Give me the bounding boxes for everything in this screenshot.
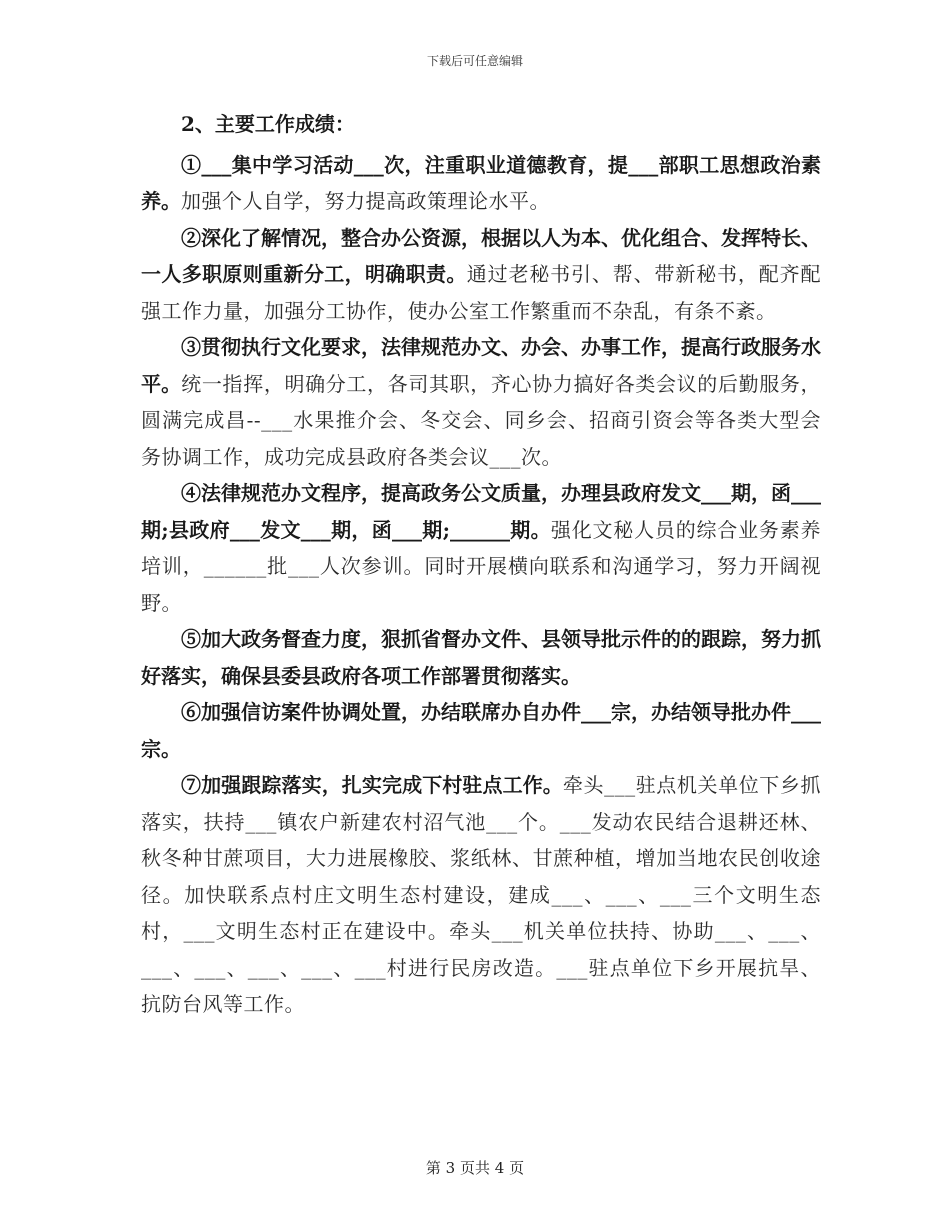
paragraph-7-bold: ⑦加强跟踪落实，扎实完成下村驻点工作。 — [181, 773, 563, 797]
page-footer: 第 3 页共 4 页 — [425, 1159, 525, 1177]
paragraph-2-normal: 通过老秘书引、帮、带新秘书，配齐配强工作力量，加强分工协作，使办公室工作繁重而不杂乱，有条不紊。 — [141, 262, 821, 323]
paragraph-2 — [141, 220, 821, 330]
paragraph-4-bold: ④法律规范办文程序，提高政务公文质量，办理县政府发文___期，函___期;县政府___发文___期，函___期;______期。 — [141, 481, 821, 542]
paragraph-2-bold: ②深化了解情况，整合办公资源，根据以人为本、优化组合、发挥特长、一人多职原则重新分工，明确职责。 — [141, 225, 821, 286]
paragraph-1-bold: ①___集中学习活动___次，注重职业道德教育，提___部职工思想政治素养。 — [141, 152, 821, 213]
paragraph-3 — [141, 329, 821, 475]
page-header: 下载后可任意编辑 — [426, 54, 523, 68]
document-body — [141, 106, 821, 1023]
paragraph-6-bold: ⑥加强信访案件协调处置，办结联席办自办件___宗，办结领导批办件___宗。 — [141, 700, 821, 761]
section-heading: 2、主要工作成绩： — [181, 112, 355, 136]
paragraph-5 — [141, 621, 821, 694]
paragraph-4-normal: 强化文秘人员的综合业务素养培训，______批___人次参训。同时开展横向联系和沟通学习，努力开阔视野。 — [141, 517, 822, 615]
paragraph-3-normal: 统一指挥，明确分工，各司其职，齐心协力搞好各类会议的后勤服务，圆满完成昌--___水果推介会、冬交会、同乡会、招商引资会等各类大型会务协调工作，成功完成县政府各类会议___次。 — [141, 371, 821, 469]
paragraph-4 — [141, 475, 821, 621]
paragraph-1-normal: 加强个人自学，努力提高政策理论水平。 — [181, 189, 550, 213]
paragraph-3-bold: ③贯彻执行文化要求，法律规范办文、办会、办事工作，提高行政服务水平。 — [141, 335, 821, 396]
paragraph-1 — [141, 147, 821, 220]
paragraph-5-bold: ⑤加大政务督查力度，狠抓省督办文件、县领导批示件的的跟踪，努力抓好落实，确保县委县政府各项工作部署贯彻落实。 — [141, 627, 821, 688]
paragraph-6 — [141, 694, 821, 767]
paragraph-7-normal: 牵头___驻点机关单位下乡抓落实，扶持___镇农户新建农村沼气池___个。___发动农民结合退耕还林、秋冬种甘蔗项目，大力进展橡胶、浆纸林、甘蔗种植，增加当地农民创收途径。加快联系点村庄文明生态村建设，建成___、___、___三个文明生态村，___文明生态村正在建设中。牵头___机关单位扶持、协助___、___、___、___、___、___、___村进行民房改造。___驻点单位下乡开展抗旱、抗防台风等工作。 — [141, 773, 822, 1016]
paragraph-7 — [141, 767, 821, 1023]
